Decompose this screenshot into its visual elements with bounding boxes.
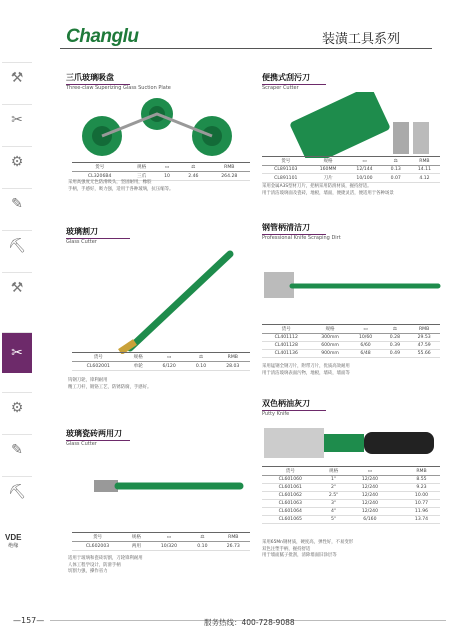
table-row: CL602003 两用 10/320 0.10 26.73 [72,542,250,551]
table-row: CL3206B4 三爪 10 2.46 264.28 [72,172,250,181]
table-header: 货号 规格 ▭ ⚖ RMB [262,157,440,166]
sidebar-tool-icon[interactable]: ⚙ [2,146,32,177]
table-row: CL891101 刀片 10/100 0.07 4.12 [262,174,440,183]
table-header: 货号 规格 ▭ RMB [262,467,440,476]
sidebar-tool-icon[interactable]: ⛏ [2,230,32,261]
table-header: 货号 规格 ▭ ⚖ RMB [72,163,250,172]
vde-badge: VDE 绝缘 [5,533,22,549]
putty-knife-table [262,466,440,524]
section-tile-cutter [66,428,130,447]
scraping-knife-table [262,324,440,358]
table-header: 货号 规格 ▭ ⚖ RMB [72,353,250,362]
section-scraper-cutter [262,72,326,91]
table-row: CL401128 600mm 6/60 0.39 47.59 [262,342,440,350]
section-scraping-knife [262,222,341,241]
category-title: 装潢工具系列 [322,32,401,47]
scraping-knife-bullets: 采用锰钢全钢刀片，附带刀片，优质高效耐用 用于清洁玻璃表面污物，地板，墙砖，墙面等 [262,364,350,376]
table-row: CL601065 5" 6/160 13.74 [262,516,440,524]
suction-bullets: 采用高强度无色防滑吸头，坚固耐用，橡胶 手柄，手感好，吸力强，适用于各种玻璃，抗压缩等。 [68,180,174,192]
section-subtitle: Three-claw Superizing Glass Suction Plate [66,85,171,91]
glass-cutter-bullets: 钨钢刀轮，锋利耐用 精工刀杆，镀铬工艺，防锈防腐，手感好。 [68,378,152,390]
section-subtitle: Putty Knife [262,411,290,417]
weight-icon: ⚖ [178,163,208,172]
sidebar-tool-icon[interactable]: ✎ [2,434,32,465]
section-subtitle: Glass Cutter [66,441,97,447]
table-row: CL401112 300mm 10/60 0.28 29.53 [262,334,440,342]
tile-cutter-bullets: 适用于玻璃和瓷砖切割，刀轮锋利耐用 人体工程学设计，防滑手柄 切割力强，操作省力 [68,556,143,575]
sidebar-tool-icon[interactable]: ⚒ [2,272,32,303]
tile-cutter-image [90,450,250,530]
category-sidebar [0,62,36,574]
page-number: —157— [13,616,45,625]
putty-knife-bullets: 采用65Mn钢材质，硬度高，弹性好，不易变形 双色注塑手柄，握持舒适 用于墙面腻子批刮，清除墙面旧涂层等 [262,540,354,559]
section-title: 玻璃瓷砖两用刀 [66,428,130,441]
table-row: CL602001 单轮 6/120 0.10 28.03 [72,362,250,371]
section-title: 三爪玻璃吸盘 [66,72,171,85]
section-glass-cutter [66,226,130,245]
section-title: 便携式刮污刀 [262,72,326,85]
sidebar-tool-icon[interactable]: ⛏ [2,476,32,507]
section-title: 钢管柄清洁刀 [262,222,341,235]
sidebar-tool-icon[interactable]: ✂ [2,104,32,135]
box-icon: ▭ [156,163,178,172]
glass-cutter-table [72,352,250,371]
sidebar-tool-icon[interactable]: ⚙ [2,392,32,423]
brand-logo: Changlu [66,26,139,47]
table-row: CL601062 2.5" 12/240 10.00 [262,492,440,500]
section-subtitle: Scraper Cutter [262,85,299,91]
sidebar-active-icon[interactable]: ✂ [2,332,32,373]
scraping-knife-image [262,246,442,326]
table-row: CL401136 900mm 6/48 0.49 55.66 [262,350,440,358]
table-row: CL601063 3" 12/240 10.77 [262,500,440,508]
suction-table [72,162,250,181]
section-subtitle: Professional Knife Scraping Dirt [262,235,341,241]
table-row: CL601060 1" 12/240 8.55 [262,476,440,484]
sidebar-tool-icon[interactable]: ✎ [2,188,32,219]
section-subtitle: Glass Cutter [66,239,97,245]
section-putty-knife [262,398,326,417]
scraper-image [275,92,435,158]
sidebar-tool-icon[interactable]: ⚒ [2,62,32,93]
section-title: 玻璃割刀 [66,226,130,239]
table-row: CL601061 2" 12/240 9.23 [262,484,440,492]
glass-cutter-image [90,244,250,354]
section-title: 双色柄油灰刀 [262,398,326,411]
suction-plate-image [72,96,242,164]
table-row: CL601064 4" 12/240 11.96 [262,508,440,516]
putty-knife-image [262,420,442,466]
table-header: 货号 规格 ▭ ⚖ RMB [262,325,440,334]
header-divider [60,48,432,49]
service-hotline: 服务热线：400-728-9088 [204,618,295,627]
table-row: CL891103 160MM 12/144 0.13 14.11 [262,166,440,174]
section-suction-plate [66,72,171,91]
table-header: 货号 规格 ▭ ⚖ RMB [72,533,250,542]
scraper-bullets: 采用金属A3S型材刀片，把柄采用防滑材质，握持舒适。 用于清洁玻璃面及瓷砖，地板，墙面，便捷灵活，便适用于各种场景 [262,184,394,196]
tile-cutter-table [72,532,250,551]
scraper-table [262,156,440,183]
